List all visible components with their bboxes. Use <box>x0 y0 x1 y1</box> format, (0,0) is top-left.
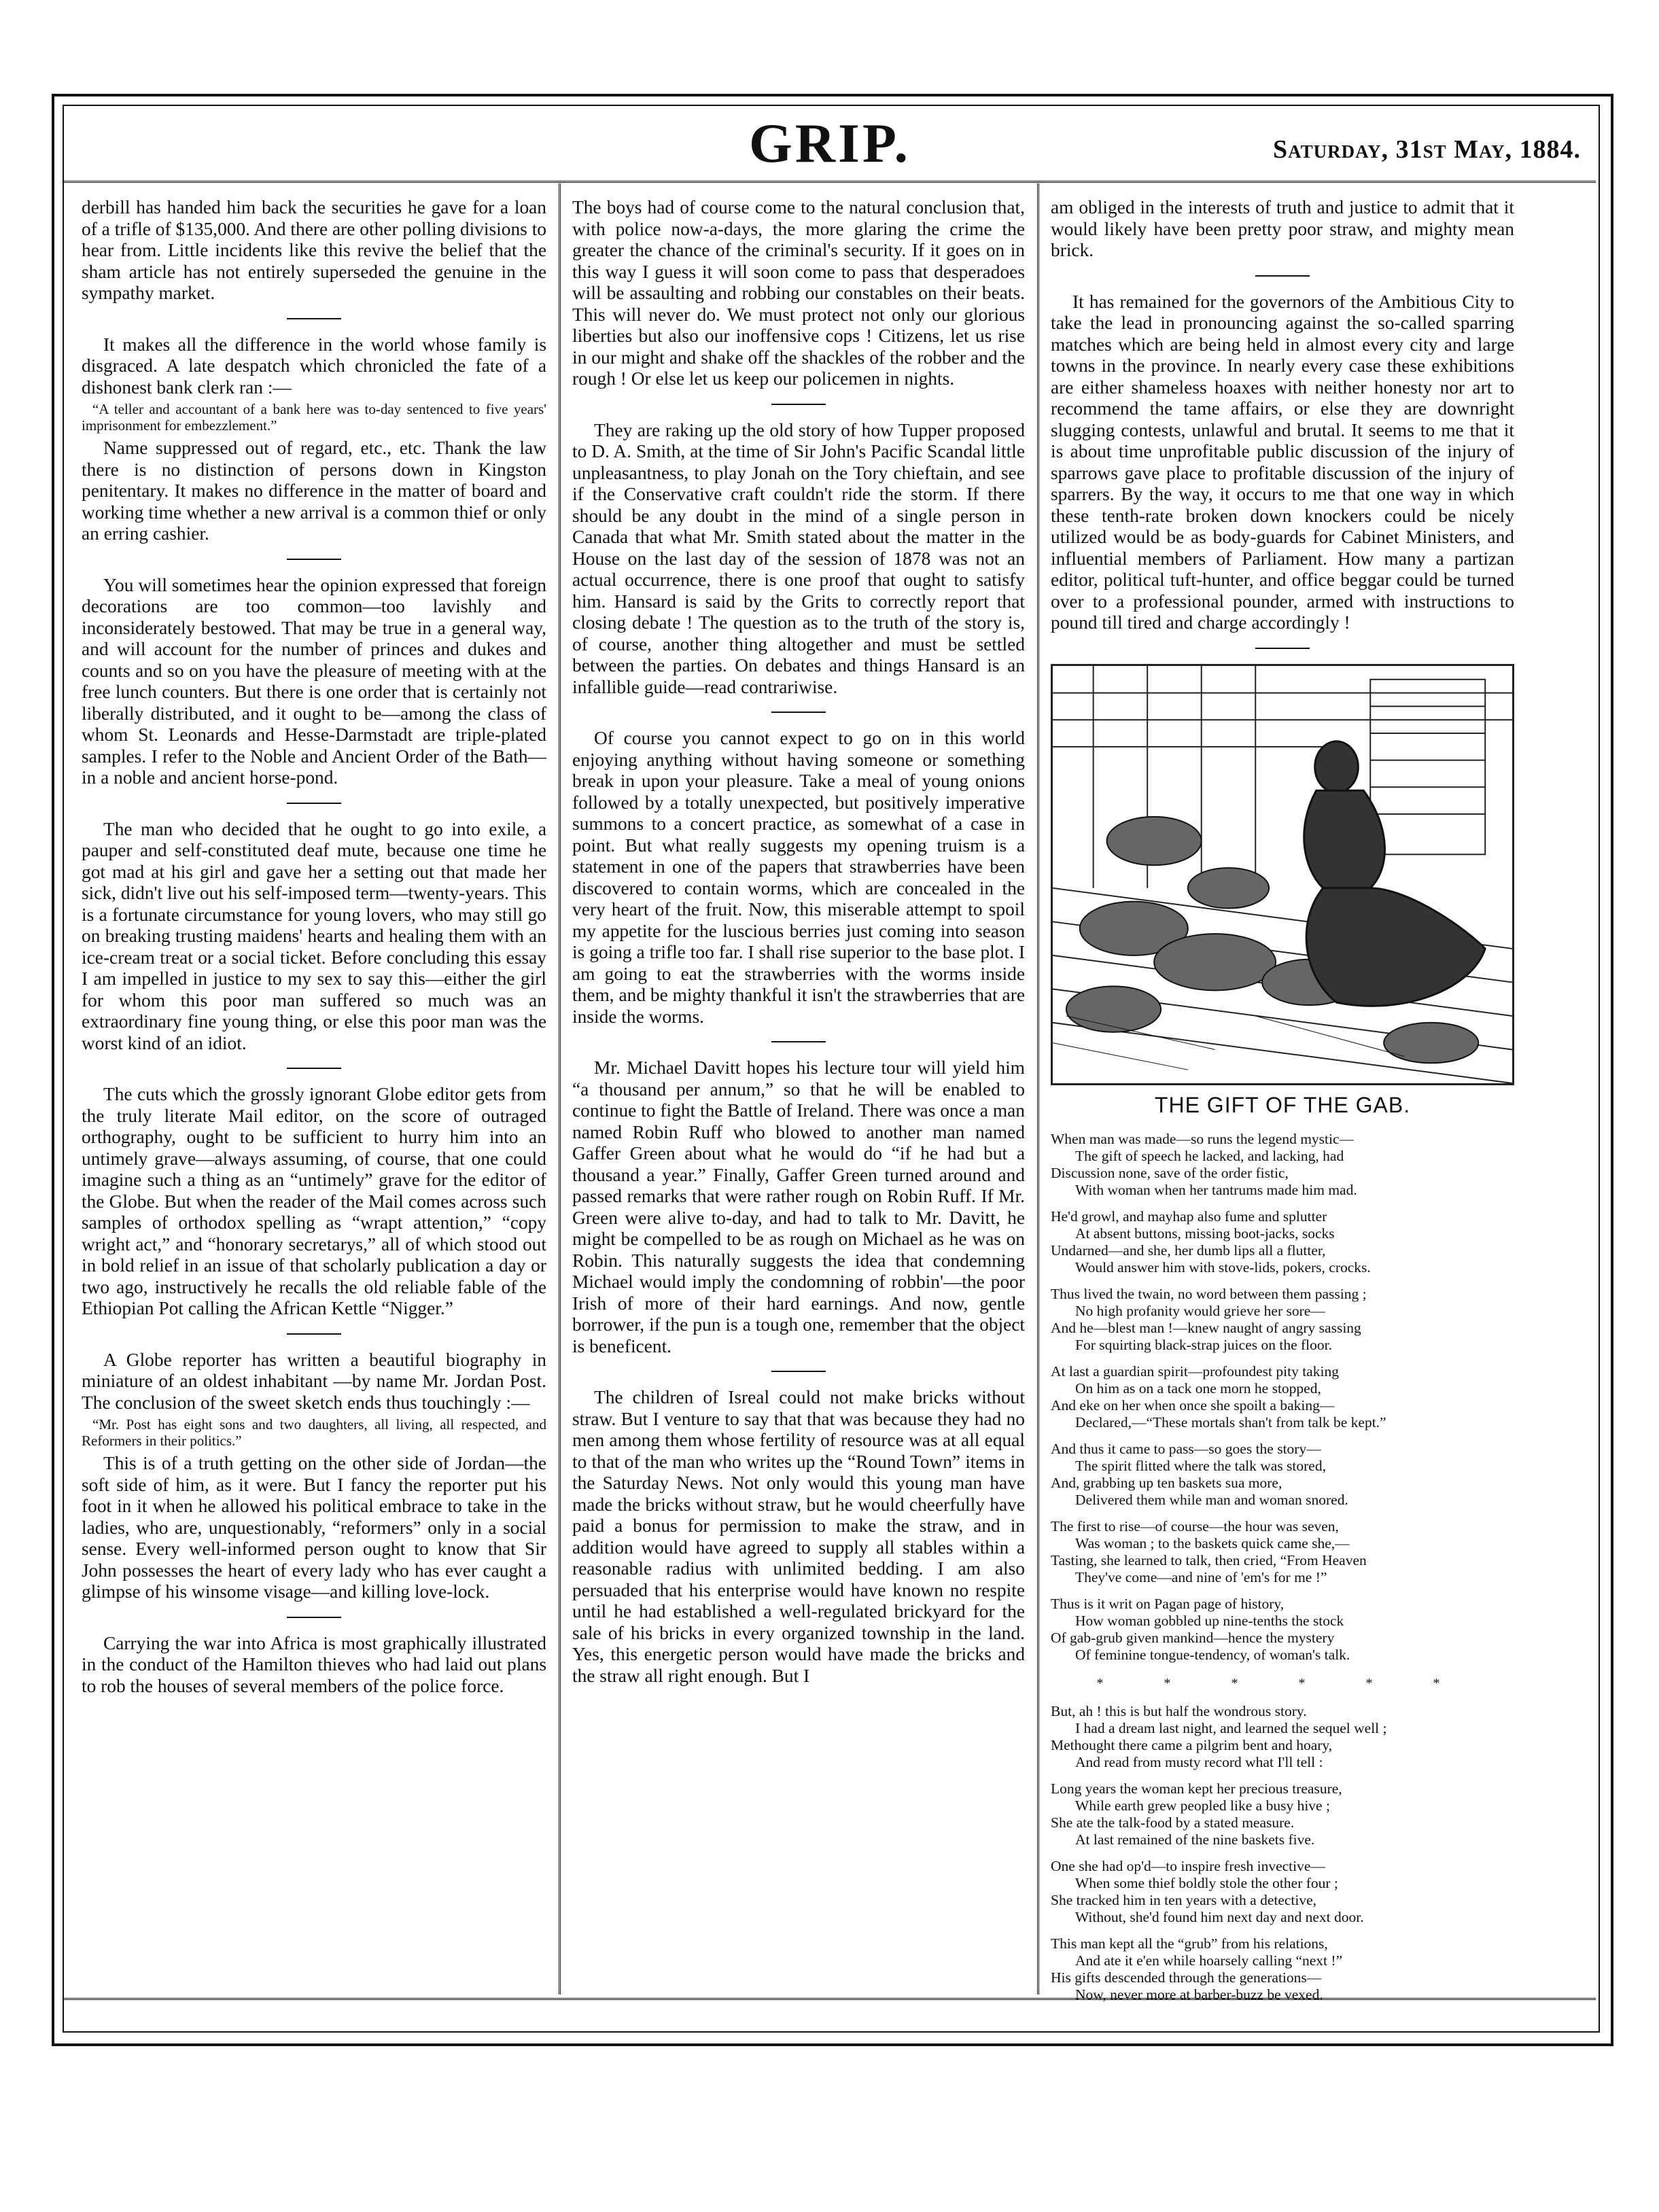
poem-line: The spirit flitted where the talk was stored, <box>1075 1458 1326 1474</box>
column-3-prose <box>1051 197 1514 649</box>
poem-stanza <box>1051 1441 1514 1509</box>
paragraph: Carrying the war into Africa is most graphically illustrated in the conduct of the Hamilton thieves who had laid out plans to rob the houses of several members of the police force. <box>82 1632 546 1696</box>
poem-star-divider: * * * * * * <box>1096 1676 1469 1691</box>
poem-line: His gifts descended through the generations— <box>1051 1969 1322 1986</box>
masthead <box>64 106 1596 183</box>
poem-stanza <box>1051 1518 1514 1586</box>
poem-stanza <box>1051 1131 1514 1199</box>
paragraph-separator <box>771 1041 826 1042</box>
paragraph: It makes all the difference in the world whose family is disgraced. A late despatch which chronicled the fate of a dishonest bank clerk ran :— <box>82 334 546 398</box>
poem-the-gift-of-the-gab <box>1051 1131 1514 2003</box>
poem-line: She tracked him in ten years with a detective, <box>1051 1891 1317 1908</box>
poem-line: One she had op'd—to inspire fresh invective— <box>1051 1857 1325 1874</box>
paragraph: The cuts which the grossly ignorant Globe editor gets from the truly literate Mail editor, on the score of outraged orthography, ought to be sufficient to hurry him into an untimely grave—always assuming, of course, that one could imagine such a thing as an “untimely” grave for the editor of the Globe. But when the reader of the Mail comes across such samples of orthodox spelling as “wrapt attention,” “copy wright act,” and “honorary secretarys,” all of which stood out in bold relief in an issue of that scholarly publication a day or two ago, instructively he recalls the old reliable fable of the Ethiopian Pot calling the African Kettle “Nigger.” <box>82 1084 546 1318</box>
poem-line: Discussion none, save of the order fistic, <box>1051 1165 1289 1181</box>
column-3 <box>1051 197 1514 2003</box>
poem-line: Now, never more at barber-buzz be vexed. <box>1075 1986 1323 2003</box>
poem-stanza <box>1051 1363 1514 1431</box>
paragraph-separator <box>771 404 826 405</box>
poem-line: At absent buttons, missing boot-jacks, socks <box>1075 1225 1335 1242</box>
poem-line: Thus lived the twain, no word between them passing ; <box>1051 1286 1367 1302</box>
poem-line: And read from musty record what I'll tell : <box>1075 1753 1323 1770</box>
poem-line: He'd growl, and mayhap also fume and splutter <box>1051 1208 1327 1225</box>
poem-stanza <box>1051 1208 1514 1276</box>
poem-line: Of feminine tongue-tendency, of woman's talk. <box>1075 1647 1350 1663</box>
poem-line: And ate it e'en while hoarsely calling “next !” <box>1075 1952 1343 1969</box>
column-1 <box>82 197 546 1991</box>
poem-line: Was woman ; to the baskets quick came she,— <box>1075 1535 1350 1551</box>
poem-line: But, ah ! this is but half the wondrous story. <box>1051 1702 1307 1719</box>
column-rule-1 <box>559 183 561 1995</box>
masthead-title: GRIP. <box>749 112 911 174</box>
paragraph-separator <box>287 318 341 319</box>
bottom-rule <box>64 1998 1596 2000</box>
poem-line: The gift of speech he lacked, and lacking, had <box>1075 1148 1344 1164</box>
poem-stanza <box>1051 1286 1514 1354</box>
paragraph-separator <box>287 1333 341 1335</box>
poem-line: And he—blest man !—knew naught of angry sassing <box>1051 1320 1361 1336</box>
poem-title: THE GIFT OF THE GAB. <box>1154 1092 1411 1117</box>
poem-line: When some thief boldly stole the other four ; <box>1075 1874 1338 1891</box>
poem-line: This man kept all the “grub” from his relations, <box>1051 1935 1328 1952</box>
illustration-engraving <box>1053 666 1512 1083</box>
poem-line: At last a guardian spirit—profoundest pity taking <box>1051 1363 1339 1380</box>
paragraph: They are raking up the old story of how Tupper proposed to D. A. Smith, at the time of Sir John's Pacific Scandal little unpleasantness, to play Jonah on the Tory chieftain, and see if the Conservative craft couldn't ride the storm. If there should be any doubt in the mind of a single person in Canada that what Mr. Smith stated about the matter in the House on the last day of the session of 1878 was not an actual occurrence, there is one proof that ought to satisfy him. Hansard is said by the Grits to correctly report that closing debate ! The question as to the truth of the story is, of course, another thing altogether and must be settled between the parties. On debates and things Hansard is an infallible guide—read contrariwise. <box>572 419 1025 697</box>
paragraph-separator <box>287 1617 341 1618</box>
paragraph: It has remained for the governors of the Ambitious City to take the lead in pronouncing against the so-called sparring matches which are being held in almost every city and large towns in the province. In nearly every case these exhibitions are either shameless hoaxes with neither honesty nor art to recommend the tame affairs, or else they are downright slugging contests, unlawful and brutal. It seems to me that it is about time unprofitable public discussion of the injury of sparrows gave place to profitable discussion of the injury of sparrers. By the way, it occurs to me that one way in which these tenth-rate broken down knockers could be nicely utilized would be as body-guards for Cabinet Ministers, and influential members of Parliament. How many a partizan editor, political tuft-hunter, and office beggar could be turned over to a professional pounder, armed with instructions to pound till tired and charge accordingly ! <box>1051 291 1514 633</box>
poem-line: When man was made—so runs the legend mystic— <box>1051 1131 1355 1147</box>
paragraph-separator <box>1255 275 1310 277</box>
poem-stanza <box>1051 1596 1514 1664</box>
poem-line: No high profanity would grieve her sore— <box>1075 1303 1325 1319</box>
paragraph-separator <box>287 1068 341 1069</box>
paragraph-separator <box>771 1371 826 1372</box>
poem-line: Tasting, she learned to talk, then cried, “From Heaven <box>1051 1552 1367 1568</box>
paragraph: A Globe reporter has written a beautiful biography in miniature of an oldest inhabitant —by name Mr. Jordan Post. The conclusion of the sweet sketch ends thus touchingly :— <box>82 1349 546 1413</box>
column-rule-2 <box>1037 183 1039 1995</box>
paragraph: The man who decided that he ought to go into exile, a pauper and self-constituted deaf mute, because one time he got mad at his girl and gave her a setting out that made her sick, didn't live out his self-imposed term—twenty-years. This is a fortunate circumstance for young lovers, who may still go on breaking trusting maidens' hearts and healing them with an ice-cream treat or a social ticket. Before concluding this essay I am impelled in justice to my sex to say this—either the girl for whom this poor man suffered so much was an extraordinary fine young thing, or else this poor man was the worst kind of an idiot. <box>82 818 546 1053</box>
issue-date: Saturday, 31st May, 1884. <box>1272 135 1581 164</box>
paragraph: Name suppressed out of regard, etc., etc. Thank the law there is no distinction of persons down in Kingston penitentary. It makes no difference in the matter of board and working time whether a new arrival is a common thief or only an erring cashier. <box>82 438 546 544</box>
poem-line: The first to rise—of course—the hour was seven, <box>1051 1518 1339 1534</box>
column-2 <box>572 197 1025 1991</box>
quotation: “A teller and accountant of a bank here was to-day sentenced to five years' imprisonment for embezzlement.” <box>82 401 546 434</box>
paragraph: The boys had of course come to the natural conclusion that, with police now-a-days, the more glaring the crime the greater the chance of the criminal's security. If it goes on in this way I guess it will soon come to pass that desperadoes will be assaulting and robbing our constables on their beats. This will never do. We must protect not only our glorious liberties but also our inoffensive cops ! Citizens, let us rise in our might and shake off the shackles of the robber and the rough ! Or else let us keep our policemen in nights. <box>572 197 1025 389</box>
poem-line: And thus it came to pass—so goes the story— <box>1051 1441 1321 1457</box>
poem-line: And, grabbing up ten baskets sua more, <box>1051 1475 1282 1491</box>
poem-line: Without, she'd found him next day and next door. <box>1075 1908 1364 1925</box>
poem-line: On him as on a tack one morn he stopped, <box>1075 1380 1321 1397</box>
poem-line: Delivered them while man and woman snored. <box>1075 1492 1348 1508</box>
paragraph: This is of a truth getting on the other side of Jordan—the soft side of him, as it were. But I fancy the reporter put his foot in it when he allowed his political embrace to take in the ladies, who are, unquestionably, “reformers” only in a social sense. Every well-informed person ought to know that Sir John possesses the heart of every lady who has ever caught a glimpse of his winsome visage—and killing love-lock. <box>82 1453 546 1602</box>
poem-line: Thus is it writ on Pagan page of history, <box>1051 1596 1285 1612</box>
poem-line: With woman when her tantrums made him mad. <box>1075 1182 1357 1198</box>
poem-stanza <box>1051 1935 1514 2003</box>
poem-stanza <box>1051 1858 1514 1926</box>
poem-line: While earth grew peopled like a busy hive ; <box>1075 1797 1330 1814</box>
poem-line: And eke on her when once she spoilt a baking— <box>1051 1397 1335 1414</box>
paragraph-separator <box>287 559 341 560</box>
poem-line: I had a dream last night, and learned the sequel well ; <box>1075 1719 1387 1736</box>
poem-line: At last remained of the nine baskets five. <box>1075 1831 1315 1848</box>
poem-line: Would answer him with stove-lids, pokers, crocks. <box>1075 1259 1371 1276</box>
poem-line: Undarned—and she, her dumb lips all a flutter, <box>1051 1242 1326 1259</box>
paragraph-separator <box>1255 648 1310 649</box>
quotation: “Mr. Post has eight sons and two daughters, all living, all respected, and Reformers in their politics.” <box>82 1416 546 1449</box>
poem-line: Of gab-grub given mankind—hence the mystery <box>1051 1630 1335 1646</box>
poem-line: How woman gobbled up nine-tenths the stock <box>1075 1613 1344 1629</box>
poem-line: Methought there came a pilgrim bent and hoary, <box>1051 1736 1333 1753</box>
poem-line: Declared,—“These mortals shan't from talk be kept.” <box>1075 1414 1386 1430</box>
poem-line: She ate the talk-food by a stated measure. <box>1051 1814 1295 1831</box>
paragraph-separator <box>771 712 826 713</box>
poem-line: Long years the woman kept her precious treasure, <box>1051 1780 1342 1797</box>
paragraph: You will sometimes hear the opinion expressed that foreign decorations are too common—too lavishly and inconsiderately bestowed. That may be true in a general way, and will account for the number of princes and dukes and counts and so on you have the pleasure of meeting with at the free lunch counters. But there is one order that is certainly not liberally distributed, and it ought to be—among the class of whom St. Leonards and Hesse-Darmstadt are triple-plated samples. I refer to the Noble and Ancient Order of the Bath—in a noble and ancient horse-pond. <box>82 574 546 788</box>
poem-stanza <box>1051 1703 1514 1771</box>
poem-line: They've come—and nine of 'em's for me !” <box>1075 1569 1327 1585</box>
poem-stanza <box>1051 1780 1514 1848</box>
paragraph: The children of Isreal could not make bricks without straw. But I venture to say that that was because they had no men among them whose fertility of resource was at all equal to that of the man who writes up the “Round Town” items in the Saturday News. Not only would this young man have made the bricks without straw, but he would cheerfully have paid a bonus for permission to make the straw, and in addition would have agreed to supply all stables within a reasonable radius with unlimited bedding. I am also persuaded that his enterprise would have known no respite until he had established a well-regulated brickyard for the sale of his bricks in every organized township in the land. Yes, this energetic person would have made the bricks and the straw all right enough. But I <box>572 1387 1025 1686</box>
paragraph: am obliged in the interests of truth and justice to admit that it would likely have been pretty poor straw, and mighty mean brick. <box>1051 197 1514 260</box>
paragraph: Mr. Michael Davitt hopes his lecture tour will yield him “a thousand per annum,” so that he will be enabled to continue to fight the Battle of Ireland. There was once a man named Robin Ruff who blowed to another man named Gaffer Green about what he would do “if he had but a thousand a year.” Finally, Gaffer Green turned around and passed remarks that were rather rough on Robin Ruff. If Mr. Green were alive to-day, and had to talk to Mr. Davitt, he might be compelled to be as rough on Michael as he was on Robin. This naturally suggests the idea that condemning Michael would imply the condomning of robbin'—the poor Irish of more of their hard earnings. And now, gentle borrower, if the pun is a tough one, remember that the object is beneficent. <box>572 1057 1025 1356</box>
paragraph-separator <box>287 803 341 804</box>
poem-line: For squirting black-strap juices on the floor. <box>1075 1337 1332 1353</box>
paragraph: Of course you cannot expect to go on in this world enjoying anything without having someone or something break in upon your pleasure. Take a meal of young onions followed by a totally unexpected, but positively imperative summons to a concert practice, as somewhat of a case in point. But what really suggests my opening truism is a statement in one of the papers that strawberries have been discovered to contain worms, which are concealed in the very heart of the fruit. Now, this miserable attempt to spoil my appetite for the luscious berries just coming into season is going a trifle too far. I shall rise superior to the base plot. I am going to eat the strawberries with the worms inside them, and be mighty thankful it isn't the strawberries that are inside the worms. <box>572 728 1025 1027</box>
paragraph: derbill has handed him back the securities he gave for a loan of a trifle of $135,000. And there are other polling divisions to hear from. Little incidents like this revive the belief that the sham article has not entirely superseded the genuine in the sympathy market. <box>82 197 546 303</box>
illustration-woman-with-baskets <box>1051 664 1514 1085</box>
